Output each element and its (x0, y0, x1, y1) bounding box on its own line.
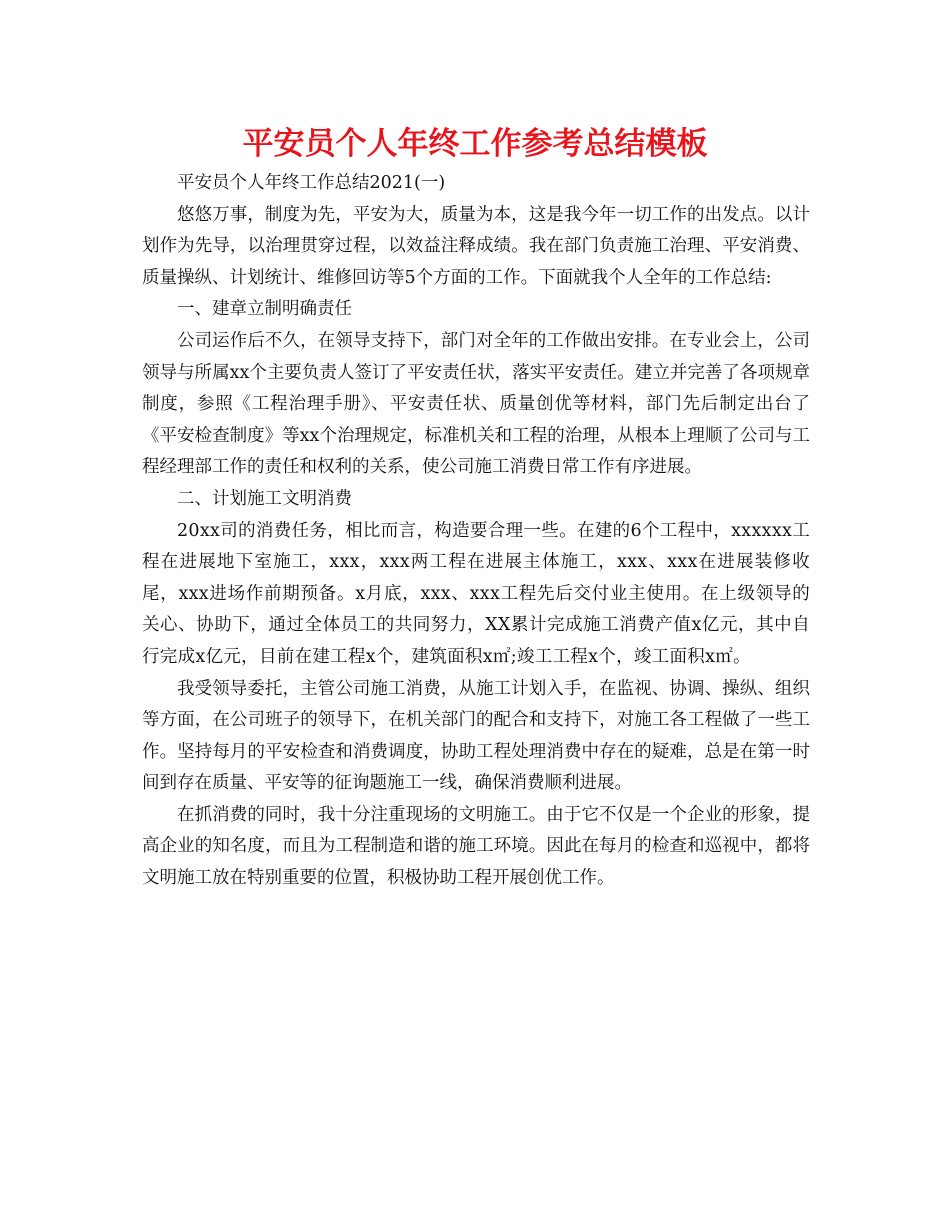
section-heading-1: 一、建章立制明确责任 (177, 299, 352, 320)
section-2-paragraph-1: 20xx司的消费任务，相比而言，构造要合理一些。在建的6个工程中，xxxxxx工程在进展地下室施工，xxx，xxx两工程在进展主体施工，xxx、xxx在进展装修收尾，xxx进场作前期预备。x月底，xxx、xxx工程先后交付业主使用。在上级领导的关心、协助下，通过全体员工的共同努力，XX累计完成施工消费产值x亿元，其中自行完成x亿元，目前在建工程x个，建筑面积x㎡;竣工工程x个，竣工面积x㎡。 (142, 520, 810, 667)
document-body (142, 168, 810, 895)
section-heading-2: 二、计划施工文明消费 (177, 488, 352, 509)
subtitle-paragraph: 平安员个人年终工作总结2021(一) (177, 173, 446, 193)
section-2-paragraph-3: 在抓消费的同时，我十分注重现场的文明施工。由于它不仅是一个企业的形象，提高企业的知名度，而且为工程制造和谐的施工环境。因此在每月的检查和巡视中，都将文明施工放在特别重要的位置，积极协助工程开展创优工作。 (142, 804, 810, 889)
section-2-paragraph-2: 我受领导委托，主管公司施工消费，从施工计划入手，在监视、协调、操纵、组织等方面，在公司班子的领导下，在机关部门的配合和支持下，对施工各工程做了一些工作。坚持每月的平安检查和消费调度，协助工程处理消费中存在的疑难，总是在第一时间到存在质量、平安等的征询题施工一线，确保消费顺利进展。 (142, 678, 810, 794)
intro-paragraph: 悠悠万事，制度为先，平安为大，质量为本，这是我今年一切工作的出发点。以计划作为先导，以治理贯穿过程，以效益注释成绩。我在部门负责施工治理、平安消费、质量操纵、计划统计、维修回访等5个方面的工作。下面就我个人全年的工作总结: (142, 204, 810, 288)
section-1-paragraph: 公司运作后不久，在领导支持下，部门对全年的工作做出安排。在专业会上，公司领导与所属xx个主要负责人签订了平安责任状，落实平安责任。建立并完善了各项规章制度，参照《工程治理手册》、平安责任状、质量创优等材料，部门先后制定出台了《平安检查制度》等xx个治理规定，标准机关和工程的治理，从根本上理顺了公司与工程经理部工作的责任和权利的关系，使公司施工消费日常工作有序进展。 (142, 330, 810, 478)
document-title: 平安员个人年终工作参考总结模板 (242, 126, 708, 162)
